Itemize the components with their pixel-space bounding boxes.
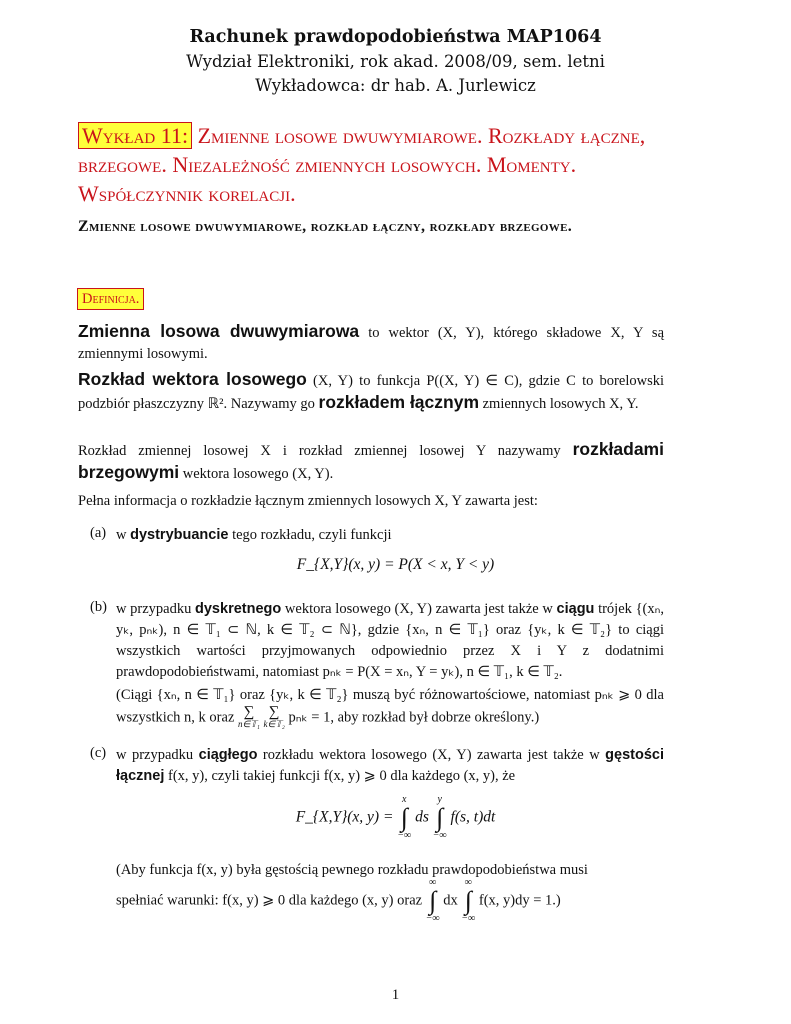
sum-n: ∑ n∈𝕋₁ <box>238 704 260 729</box>
para3-text-b: wektora losowego (X, Y). <box>179 466 334 482</box>
paragraph-marginals <box>78 439 664 485</box>
density-formula <box>0 795 791 841</box>
item-c-note-b: spełniać warunki: f(x, y) ⩾ 0 dla każdego (x, y) oraz <box>116 892 426 909</box>
term-cdf: dystrybuancie <box>130 527 229 543</box>
item-c-note-mid: dx <box>439 892 462 909</box>
item-c-note-line2 <box>116 878 664 924</box>
item-a-text-b: tego rozkładu, czyli funkcji <box>228 527 392 543</box>
item-a-text <box>116 525 664 546</box>
integral-norm-x-upper: ∞ <box>429 877 437 888</box>
integral-norm-y-lower: −∞ <box>461 913 476 924</box>
para3-text-a: Rozkład zmiennej losowej X i rozkład zmiennej losowej Y nazywamy <box>78 443 573 459</box>
integral-y-upper: y <box>437 794 442 805</box>
item-b-note-a: (Ciągi {xₙ, n ∈ 𝕋₁} oraz {yₖ, k ∈ 𝕋₂} muszą być różnowartościowe, natomiast pₙₖ ⩾ 0 dla wszystkich n, k oraz <box>116 687 664 726</box>
density-formula-mid: ds <box>411 808 433 826</box>
item-c-label: (c) <box>90 745 107 761</box>
lecture-heading <box>78 121 678 208</box>
sum-k: ∑ k∈𝕋₂ <box>263 704 285 729</box>
item-a-label: (a) <box>90 525 107 541</box>
integral-norm-x-lower: −∞ <box>425 913 440 924</box>
term-vector-distribution: Rozkład wektora losowego <box>78 369 307 389</box>
integral-y-lower: −∞ <box>432 830 447 841</box>
term-marginal-distributions: rozkładami brzegowymi <box>78 439 664 482</box>
term-joint-density: gęstości łącznej <box>116 747 664 784</box>
para2-text-a: (X, Y) to funkcja P((X, Y) ∈ C), gdzie C to borelowski podzbiór płaszczyzny ℝ². Nazywamy go <box>78 373 664 412</box>
item-c-text-a: w przypadku <box>116 747 199 763</box>
item-c-note-c: f(x, y)dy = 1.) <box>475 892 561 909</box>
item-b-text-c: trójek {(xₙ, yₖ, pₙₖ), n ∈ 𝕋₁ ⊂ ℕ, k ∈ 𝕋₂ ⊂ ℕ}, gdzie {xₙ, n ∈ 𝕋₁} oraz {yₖ, k ∈ 𝕋₂} to ciągi wszystkich wartości przyjmowanych odpowiednio przez X i Y z dodatnimi prawdopodobieństwami, natomiast pₙₖ = P(X = xₙ, Y = yₖ), n ∈ 𝕋₁, k ∈ 𝕋₂. <box>116 601 665 680</box>
term-discrete: dyskretnego <box>195 601 282 617</box>
para1-text: to wektor (X, Y), którego składowe X, Y są zmiennymi losowymi. <box>78 325 664 362</box>
item-b-note-b: pₙₖ = 1, aby rozkład był dobrze określony.) <box>284 709 540 726</box>
sum-k-sub: k∈𝕋₂ <box>263 719 285 729</box>
para2-text-b: zmiennych losowych X, Y. <box>479 396 639 412</box>
item-a-text-a: w <box>116 527 131 543</box>
paragraph-random-vector <box>78 321 664 365</box>
density-formula-lhs: F_{X,Y}(x, y) = <box>295 808 398 826</box>
page-number: 1 <box>391 987 400 1003</box>
integral-norm-x: ∞ ∫ −∞ <box>425 877 440 924</box>
term-sequence: ciągu <box>556 601 595 617</box>
integral-y: y ∫ −∞ <box>432 794 447 841</box>
paragraph-full-info: Pełna informacja o rozkładzie łącznym zmiennych losowych X, Y zawarta jest: <box>78 493 538 509</box>
integral-x-upper: x <box>402 794 407 805</box>
lecture-tag: Wykład 11: <box>78 122 192 149</box>
integral-norm-y-upper: ∞ <box>464 877 472 888</box>
lecture-title: Zmienne losowe dwuwymiarowe. Rozkłady łączne, brzegowe. Niezależność zmiennych losowych. Momenty. Współczynnik korelacji. <box>78 123 646 206</box>
faculty-line: Wydział Elektroniki, rok akad. 2008/09, sem. letni <box>186 52 605 71</box>
paragraph-distribution <box>78 369 664 415</box>
density-formula-rhs: f(s, t)dt <box>446 808 496 826</box>
item-b-label: (b) <box>90 599 107 615</box>
course-title: Rachunek prawdopodobieństwa MAP1064 <box>189 27 602 47</box>
item-c-text-c: f(x, y), czyli takiej funkcji f(x, y) ⩾ 0 dla każdego (x, y), że <box>164 768 516 784</box>
cdf-formula: F_{X,Y}(x, y) = P(X < x, Y < y) <box>296 556 495 573</box>
definition-tag: Definicja. <box>77 288 144 310</box>
item-b-text <box>116 599 664 683</box>
item-b-text-a: w przypadku <box>116 601 196 617</box>
term-joint-distribution: rozkładem łącznym <box>318 392 479 412</box>
item-c-text <box>116 745 664 787</box>
sum-n-sub: n∈𝕋₁ <box>238 719 260 729</box>
item-c-note-line1: (Aby funkcja f(x, y) była gęstością pewnego rozkładu prawdopodobieństwa musi <box>116 862 588 878</box>
section-title: Zmienne losowe dwuwymiarowe, rozkład łączny, rozkłady brzegowe. <box>78 218 573 235</box>
item-b-note <box>116 685 664 730</box>
item-c-text-b: rozkładu wektora losowego (X, Y) zawarta jest także w <box>257 747 606 763</box>
integral-x-lower: −∞ <box>397 830 412 841</box>
item-b-text-b: wektora losowego (X, Y) zawarta jest także w <box>281 601 557 617</box>
term-continuous: ciągłego <box>198 747 258 763</box>
integral-norm-y: ∞ ∫ −∞ <box>461 877 476 924</box>
integral-x: x ∫ −∞ <box>397 794 412 841</box>
lecturer-line: Wykładowca: dr hab. A. Jurlewicz <box>255 76 536 95</box>
term-2d-variable: Zmienna losowa dwuwymiarowa <box>78 321 360 341</box>
